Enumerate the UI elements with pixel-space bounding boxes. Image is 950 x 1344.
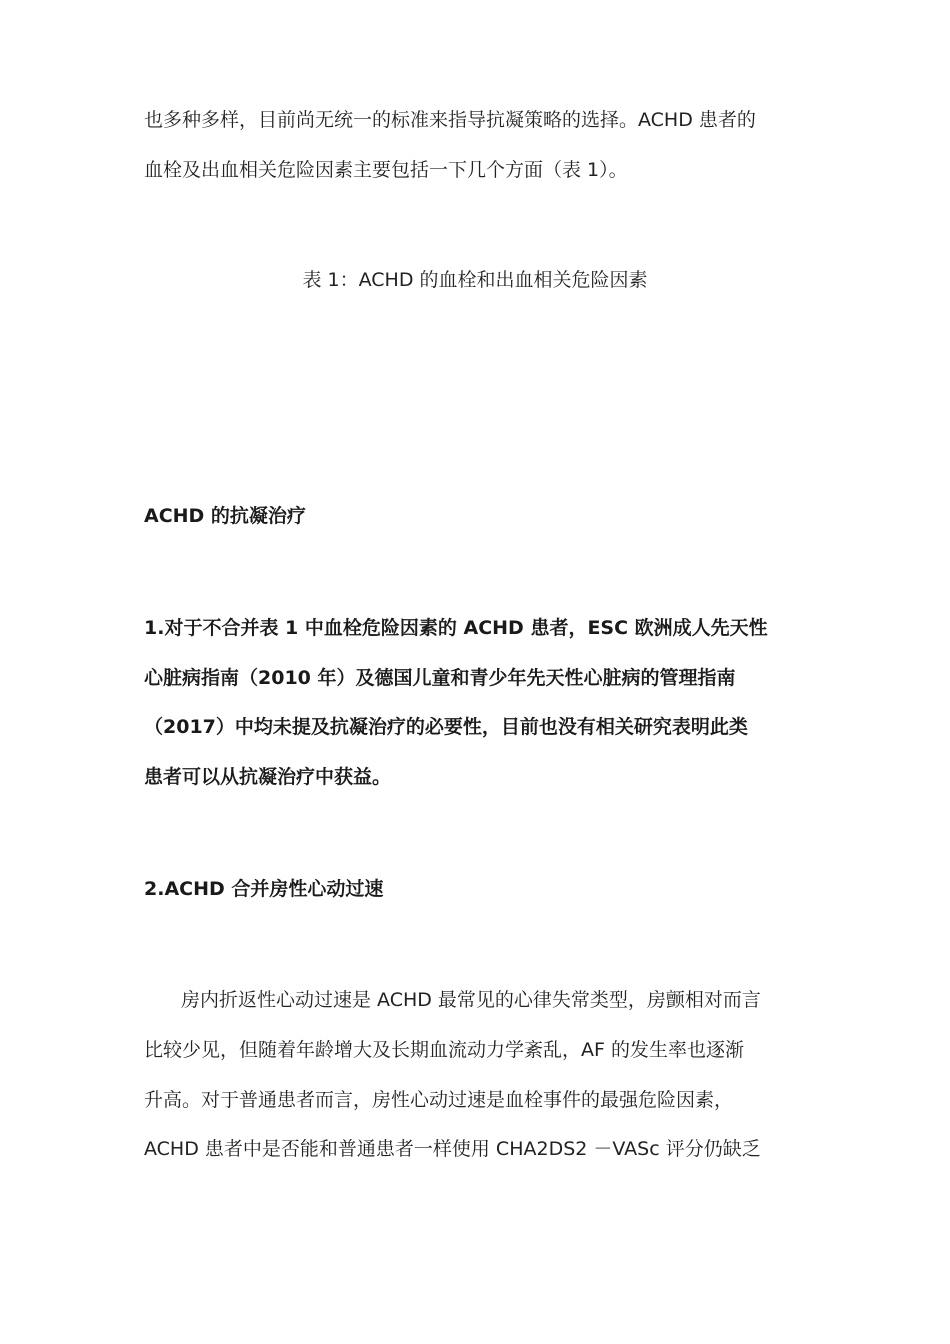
point2-body-line-2: 比较少见，但随着年龄增大及长期血流动力学紊乱，AF 的发生率也逐渐	[144, 1039, 744, 1061]
point2-heading: 2.ACHD 合并房性心动过速	[144, 878, 384, 900]
intro-line-2: 血栓及出血相关危险因素主要包括一下几个方面（表 1）。	[144, 159, 628, 181]
point2-body-line-1: 房内折返性心动过速是 ACHD 最常见的心律失常类型，房颤相对而言	[181, 989, 761, 1011]
table-caption: 表 1：ACHD 的血栓和出血相关危险因素	[302, 269, 648, 291]
section-heading: ACHD 的抗凝治疗	[144, 505, 306, 527]
point1-line-2: 心脏病指南（2010 年）及德国儿童和青少年先天性心脏病的管理指南	[144, 667, 736, 689]
intro-line-1: 也多种多样，目前尚无统一的标准来指导抗凝策略的选择。ACHD 患者的	[144, 109, 756, 131]
point1-line-4: 患者可以从抗凝治疗中获益。	[144, 766, 392, 788]
point2-body-line-4: ACHD 患者中是否能和普通患者一样使用 CHA2DS2 －VASc 评分仍缺乏	[144, 1138, 761, 1160]
point1-line-3: （2017）中均未提及抗凝治疗的必要性，目前也没有相关研究表明此类	[144, 716, 748, 738]
point1-line-1: 1.对于不合并表 1 中血栓危险因素的 ACHD 患者，ESC 欧洲成人先天性	[144, 617, 768, 639]
point2-body-line-3: 升高。对于普通患者而言，房性心动过速是血栓事件的最强危险因素，	[144, 1089, 734, 1111]
